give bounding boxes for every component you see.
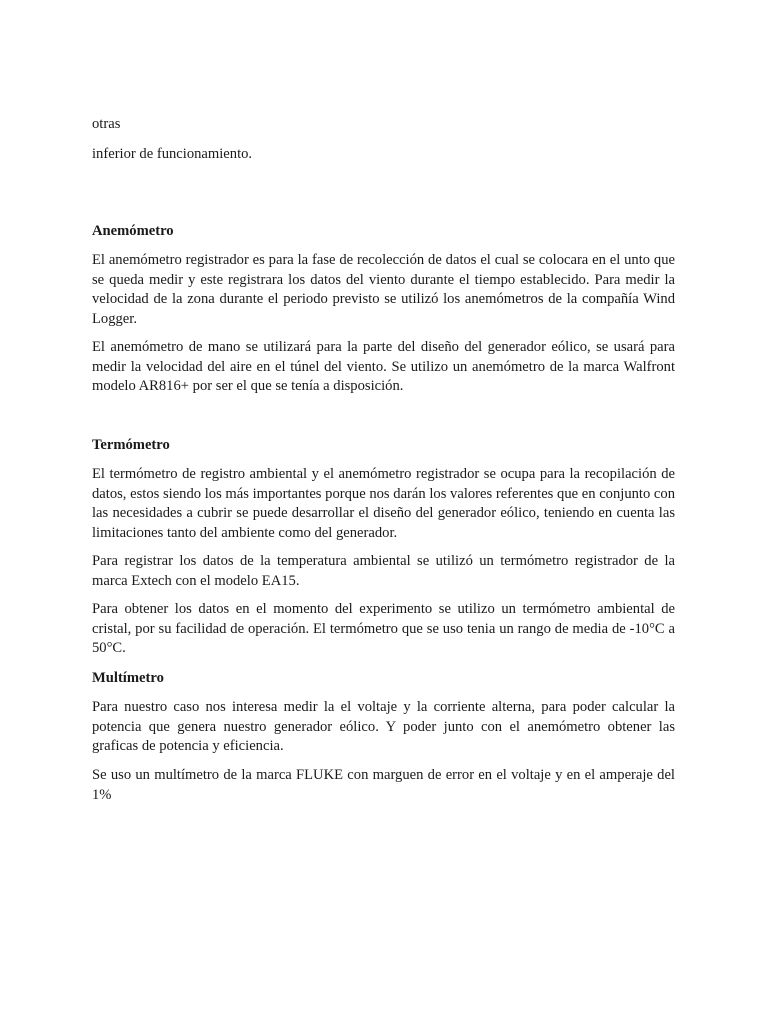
- paragraph-termometro-2: Para registrar los datos de la temperatura ambiental se utilizó un termómetro registrador de la marca Extech con el modelo EA15.: [92, 553, 675, 589]
- heading-multimetro: Multímetro: [92, 670, 164, 686]
- paragraph-multimetro-2: Se uso un multímetro de la marca FLUKE con marguen de error en el voltaje y en el amperaje del 1%: [92, 767, 675, 803]
- fragment-otras: otras: [92, 116, 121, 132]
- heading-termometro: Termómetro: [92, 437, 170, 453]
- heading-anemometro: Anemómetro: [92, 223, 174, 239]
- paragraph-termometro-1: El termómetro de registro ambiental y el anemómetro registrador se ocupa para la recopilación de datos, estos siendo los más importantes porque nos darán los valores referentes que en conjunto con las necesidades a cubrir se puede desarrollar el diseño del generador eólico, teniendo en cuenta las limitaciones tanto del ambiente como del generador.: [92, 466, 675, 541]
- paragraph-anemometro-2: El anemómetro de mano se utilizará para la parte del diseño del generador eólico, se usará para medir la velocidad del aire en el túnel del viento. Se utilizo un anemómetro de la marca Walfront modelo AR816+ por ser el que se tenía a disposición.: [92, 339, 675, 395]
- paragraph-multimetro-1: Para nuestro caso nos interesa medir la el voltaje y la corriente alterna, para poder calcular la potencia que genera nuestro generador eólico. Y poder junto con el anemómetro obtener las graficas de potencia y eficiencia.: [92, 699, 675, 755]
- paragraph-termometro-3: Para obtener los datos en el momento del experimento se utilizo un termómetro ambiental de cristal, por su facilidad de operación. El termómetro que se uso tenia un rango de media de -10°C a 50°C.: [92, 601, 675, 657]
- paragraph-anemometro-1: El anemómetro registrador es para la fase de recolección de datos el cual se colocara en el unto que se queda medir y este registrara los datos del viento durante el tiempo establecido. Para medir la velocidad de la zona durante el periodo previsto se utilizó los anemómetros de la compañía Wind Logger.: [92, 252, 675, 327]
- fragment-inferior: inferior de funcionamiento.: [92, 146, 253, 162]
